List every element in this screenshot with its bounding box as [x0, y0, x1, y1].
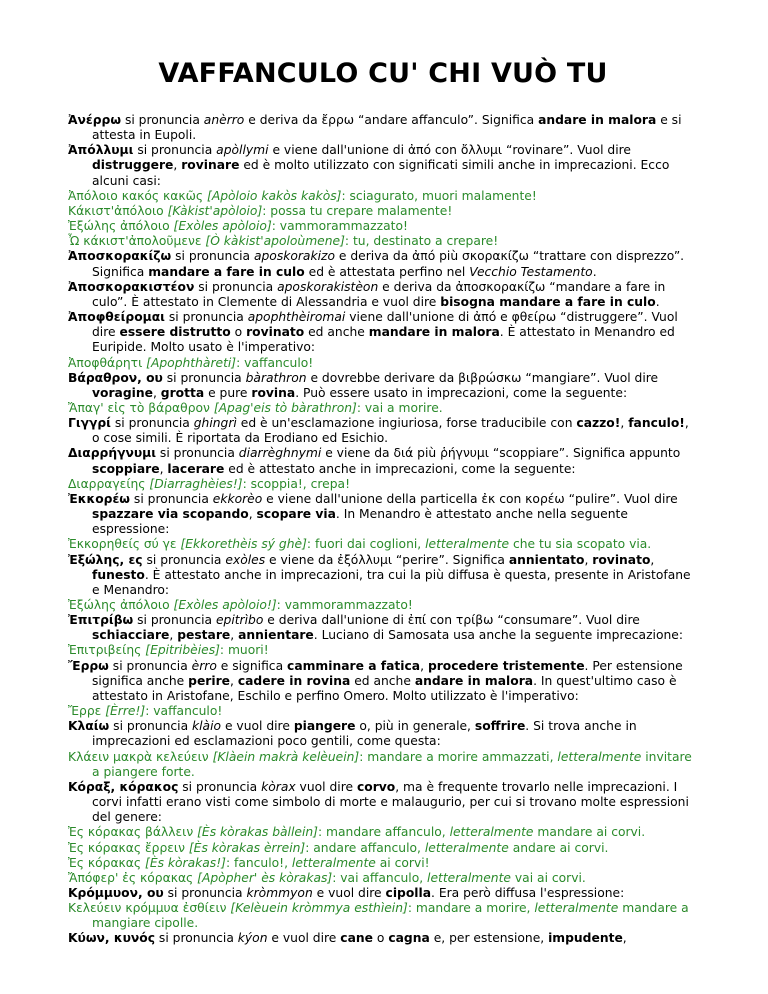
- example-phrase: [68, 704, 698, 719]
- meaning-term: rovina: [251, 385, 296, 400]
- example-phrase: [68, 204, 698, 219]
- text-segment: : andare affanculo,: [305, 840, 425, 855]
- text-segment: . Era però diffusa l'espressione:: [431, 885, 625, 900]
- text-segment: si pronuncia: [194, 279, 278, 294]
- italic-text: letteralmente: [427, 870, 511, 885]
- meaning-term: scopare via: [256, 507, 336, 522]
- entry-headword: Κλαίω: [68, 719, 110, 734]
- text-segment: Ἄπόφερ' ἐς κόρακας: [68, 870, 198, 885]
- text-segment: ed anche: [350, 673, 415, 688]
- text-segment: che tu sia scopato via.: [509, 537, 652, 552]
- italic-text: [Diarraghèies!]: [149, 476, 243, 491]
- text-segment: o: [230, 325, 247, 340]
- text-segment: Κελεύειν κρόμμυα ἐσθίειν: [68, 901, 231, 916]
- text-segment: e viene dall'unione di ἀπό con ὄλλυμι “rovinare”. Vuol dire: [268, 143, 631, 158]
- text-segment: ,: [159, 461, 168, 476]
- text-segment: si pronuncia: [156, 446, 239, 461]
- italic-text: letteralmente: [425, 537, 510, 552]
- glossary-entry: [68, 553, 698, 598]
- text-segment: Ἐξώλης ἀπόλοιο: [68, 219, 174, 234]
- example-phrase: [68, 537, 698, 552]
- meaning-term: schiacciare: [92, 628, 170, 643]
- glossary-entry: [68, 371, 698, 401]
- text-segment: ed è attestata perfino nel: [304, 264, 470, 279]
- text-segment: Ἐς κόρακας: [68, 855, 146, 870]
- entry-headword: Κρόμμυον, ου: [68, 885, 164, 900]
- glossary-entry: [68, 310, 698, 355]
- italic-text: [Klàein makrà kelèuein]: [212, 749, 360, 764]
- text-segment: vuol dire: [295, 779, 357, 794]
- entry-headword: Διαρρήγνυμι: [68, 446, 157, 461]
- italic-text: [Ò kàkist'apoloùmene]: [205, 234, 345, 249]
- meaning-term: essere distrutto: [119, 325, 231, 340]
- entry-headword: Ἀπόλλυμι: [68, 143, 134, 158]
- italic-text: Vecchio Testamento: [469, 264, 593, 279]
- italic-text: [Apophthàreti]: [146, 355, 237, 370]
- example-phrase: [68, 477, 698, 492]
- glossary-entry: [68, 719, 698, 749]
- meaning-term: mandare a fare in culo: [148, 264, 305, 279]
- text-segment: ed è un'esclamazione ingiuriosa, forse traducibile con: [236, 416, 577, 431]
- text-segment: si pronuncia: [142, 552, 226, 567]
- meaning-term: lacerare: [167, 461, 225, 476]
- text-segment: ,: [230, 628, 239, 643]
- text-segment: e significa: [216, 658, 288, 673]
- glossary-entries: [68, 113, 698, 947]
- text-segment: si pronuncia: [164, 310, 248, 325]
- meaning-term: cane: [340, 931, 373, 946]
- example-phrase: [68, 598, 698, 613]
- text-segment: : vaffanculo!: [145, 704, 223, 719]
- text-segment: viene dall'unione di ἀπό e φθείρω “distruggere”. Vuol dire: [92, 310, 678, 340]
- text-segment: . Si trova anche in imprecazioni ed esclamazioni poco gentili, come questa:: [92, 719, 637, 749]
- glossary-entry: [68, 113, 698, 143]
- example-phrase: [68, 401, 698, 416]
- entry-headword: Ἔρρω: [68, 658, 109, 673]
- entry-headword: Ἀποφθείρομαι: [68, 310, 165, 325]
- text-segment: si pronuncia: [121, 113, 204, 127]
- text-segment: : tu, destinato a crepare!: [344, 234, 499, 249]
- text-segment: o: [372, 931, 389, 946]
- text-segment: . Per estensione significa anche: [92, 658, 683, 688]
- text-segment: ed è molto utilizzato con significati simili anche in imprecazioni. Ecco alcuni casi:: [92, 158, 670, 188]
- entry-headword: Ἐπιτρίβω: [68, 613, 134, 628]
- text-segment: e viene da ἐξόλλυμι “perire”. Significa: [265, 552, 509, 567]
- italic-text: [Èrre!]: [105, 704, 146, 719]
- example-phrase: [68, 189, 698, 204]
- text-segment: : mandare a morire ammazzati,: [359, 749, 558, 764]
- text-segment: si pronuncia: [155, 931, 238, 946]
- italic-text: aposkorakizo: [253, 249, 335, 264]
- text-segment: : mandare a morire,: [407, 901, 535, 916]
- meaning-term: distruggere: [92, 158, 174, 173]
- text-segment: . In Menandro è attestato anche nella seguente espressione:: [92, 507, 628, 537]
- text-segment: ,: [229, 673, 238, 688]
- example-phrase: [68, 234, 698, 249]
- text-segment: e deriva dall'unione di ἐπί con τρίβω “consumare”. Vuol dire: [263, 613, 640, 628]
- text-segment: ,: [152, 385, 161, 400]
- text-segment: : vai affanculo,: [332, 870, 428, 885]
- text-segment: si pronuncia: [133, 143, 217, 158]
- italic-text: [Ès kòrakas èrrein]: [188, 840, 306, 855]
- text-segment: mandare ai corvi.: [533, 825, 646, 840]
- text-segment: ,: [173, 158, 182, 173]
- text-segment: , o cose simili. È riportata da Erodiano ed Esichio.: [92, 416, 689, 446]
- italic-text: [Apag'eis tò bàrathron]: [213, 400, 357, 415]
- text-segment: vai ai corvi.: [510, 870, 586, 885]
- glossary-entry: [68, 143, 698, 188]
- italic-text: exòles: [225, 552, 266, 567]
- italic-text: [Kàkist'apòloio]: [167, 203, 263, 218]
- text-segment: si pronuncia: [109, 719, 193, 734]
- text-segment: : vammorammazzato!: [276, 598, 413, 612]
- text-segment: . È attestato anche in imprecazioni, tra cui la più diffusa è questa, presente in Aristofane e Menandro:: [92, 567, 691, 597]
- italic-text: epitrìbo: [215, 613, 264, 628]
- italic-text: [Exòles apòloio!]: [173, 598, 277, 612]
- text-segment: e vuol dire: [221, 719, 294, 734]
- text-segment: si pronuncia: [108, 658, 192, 673]
- meaning-term: spazzare via scopando: [92, 507, 249, 522]
- meaning-term: soffrire: [474, 719, 526, 734]
- meaning-term: perire: [188, 673, 230, 688]
- text-segment: si pronuncia: [110, 416, 194, 431]
- italic-text: apophthèiromai: [247, 310, 346, 325]
- text-segment: : fuori dai coglioni,: [306, 537, 426, 552]
- text-segment: mandare a mangiare cipolle.: [92, 901, 689, 931]
- meaning-term: impudente: [548, 931, 623, 946]
- example-phrase: [68, 356, 698, 371]
- text-segment: e deriva da ἀποσκορακίζω “mandare a fare in culo”. È attestato in Clemente di Alessandria e vuol dire: [92, 279, 666, 309]
- italic-text: [Exòles apòloio]: [173, 219, 272, 234]
- text-segment: e deriva da ἀπό più σκορακίζω “trattare con disprezzo”. Significa: [92, 249, 685, 279]
- meaning-term: rovinato: [246, 325, 305, 340]
- italic-text: apòllymi: [216, 143, 269, 158]
- page-title: VAFFANCULO CU' CHI VUÒ TU: [158, 58, 608, 89]
- glossary-entry: [68, 780, 698, 825]
- text-segment: e deriva da ἔρρω “andare affanculo”. Significa: [244, 113, 539, 127]
- text-segment: Ἀποφθάρητι: [68, 355, 147, 370]
- meaning-term: annientare: [238, 628, 314, 643]
- text-segment: ,: [248, 507, 257, 522]
- text-segment: .: [592, 264, 597, 279]
- italic-text: [Kelèuein kròmmya esthìein]: [230, 901, 408, 916]
- example-phrase: [68, 219, 698, 234]
- text-segment: : possa tu crepare malamente!: [262, 203, 453, 218]
- text-segment: e pure: [204, 385, 252, 400]
- text-segment: . È attestato in Menandro ed Euripide. Molto usato è l'imperativo:: [92, 325, 675, 355]
- meaning-term: cipolla: [385, 885, 432, 900]
- meaning-term: corvo: [356, 779, 396, 794]
- text-segment: e si attesta in Eupoli.: [92, 113, 682, 143]
- text-segment: Ἐς κόρακας βάλλειν: [68, 825, 198, 840]
- text-segment: . Luciano di Samosata usa anche la seguente imprecazione:: [313, 628, 683, 643]
- italic-text: diarrèghnymi: [238, 446, 322, 461]
- italic-text: [Epitribèies]: [145, 643, 220, 658]
- meaning-term: procedere tristemente: [427, 658, 585, 673]
- text-segment: e viene da διά più ῥήγνυμι “scoppiare”. Significa appunto: [321, 446, 681, 461]
- italic-text: [Apòpher' ès kòrakas]: [197, 870, 333, 885]
- entry-headword: Ἐξώλης, ες: [68, 552, 143, 567]
- entry-headword: Βάραθρον, ου: [68, 370, 163, 385]
- example-phrase: [68, 643, 698, 658]
- glossary-entry: [68, 613, 698, 643]
- text-segment: ,: [622, 931, 627, 946]
- text-segment: si pronuncia: [162, 370, 246, 385]
- text-segment: . Può essere usato in imprecazioni, come la seguente:: [295, 385, 628, 400]
- italic-text: letteralmente: [534, 901, 619, 916]
- italic-text: ekkorèo: [212, 491, 263, 506]
- meaning-term: cadere in rovina: [237, 673, 351, 688]
- text-segment: Ἐξώλης ἀπόλοιο: [68, 598, 174, 612]
- italic-text: [Ekkorethèis sý ghè]: [180, 537, 307, 552]
- text-segment: Κλάειν μακρὰ κελεύειν: [68, 749, 213, 764]
- meaning-term: pestare: [177, 628, 231, 643]
- text-segment: ,: [169, 628, 178, 643]
- text-segment: Διαρραγείης: [68, 476, 150, 491]
- text-segment: invitare a piangere forte.: [92, 749, 692, 779]
- entry-headword: Ἀποσκορακίζω: [68, 249, 172, 264]
- italic-text: [Ès kòrakas bàllein]: [197, 825, 318, 840]
- glossary-entry: [68, 280, 698, 310]
- text-segment: : vaffanculo!: [236, 355, 314, 370]
- italic-text: kòrax: [261, 779, 296, 794]
- text-segment: , ma è frequente trovarlo nelle imprecazioni. I corvi infatti erano visti come simbolo di morte e malaugurio, per cui si trovano molte espressioni del genere:: [92, 779, 689, 825]
- text-segment: si pronuncia: [130, 491, 213, 506]
- meaning-term: funesto: [92, 567, 145, 582]
- meaning-term: voragine: [92, 385, 153, 400]
- text-segment: : scoppia!, crepa!: [242, 476, 350, 491]
- text-segment: .: [655, 294, 660, 309]
- text-segment: . In quest'ultimo caso è attestato in Aristofane, Eschilo e perfino Omero. Molto utilizzato è l'imperativo:: [92, 673, 677, 703]
- text-segment: ,: [420, 658, 428, 673]
- text-segment: Ἐς κόρακας ἔρρειν: [68, 840, 189, 855]
- text-segment: Ἄπαγ' εἰς τὸ βάραθρον: [68, 400, 214, 415]
- entry-headword: Κόραξ, κόρακος: [68, 779, 179, 794]
- text-segment: ,: [584, 552, 593, 567]
- text-segment: Ὦ κάκιστ'ἀπολοῦμενε: [68, 234, 206, 249]
- example-phrase: [68, 856, 698, 871]
- text-segment: o, più in generale,: [355, 719, 475, 734]
- text-segment: : fanculo!,: [225, 855, 292, 870]
- text-segment: e vuol dire: [312, 885, 386, 900]
- text-segment: Ἐκκορηθείς σύ γε: [68, 537, 181, 552]
- italic-text: kròmmyon: [246, 885, 313, 900]
- example-phrase: [68, 750, 698, 780]
- glossary-entry: [68, 492, 698, 537]
- meaning-term: annientato: [508, 552, 585, 567]
- text-segment: si pronuncia: [133, 613, 216, 628]
- italic-text: [Ès kòrakas!]: [145, 855, 226, 870]
- text-segment: si pronuncia: [178, 779, 262, 794]
- example-phrase: [68, 841, 698, 856]
- text-segment: : mandare affanculo,: [317, 825, 450, 840]
- example-phrase: [68, 825, 698, 840]
- meaning-term: camminare a fatica: [287, 658, 421, 673]
- italic-text: letteralmente: [291, 855, 376, 870]
- italic-text: aposkorakistèon: [277, 279, 379, 294]
- italic-text: letteralmente: [557, 749, 642, 764]
- meaning-term: andare in malora: [538, 113, 657, 127]
- example-phrase: [68, 871, 698, 886]
- text-segment: Κάκιστ'ἀπόλοιο: [68, 203, 168, 218]
- text-segment: Ἐπιτριβείης: [68, 643, 146, 658]
- text-segment: e viene dall'unione della particella ἐκ con κορέω “pulire”. Vuol dire: [262, 491, 678, 506]
- italic-text: klàio: [192, 719, 222, 734]
- meaning-term: rovinato: [592, 552, 651, 567]
- text-segment: ed è attestato anche in imprecazioni, come la seguente:: [224, 461, 576, 476]
- italic-text: anèrro: [203, 113, 245, 127]
- text-segment: ed anche: [304, 325, 369, 340]
- text-segment: si pronuncia: [163, 885, 247, 900]
- text-segment: e vuol dire: [267, 931, 341, 946]
- text-segment: ,: [620, 416, 629, 431]
- italic-text: kýon: [237, 931, 268, 946]
- italic-text: letteralmente: [449, 825, 534, 840]
- entry-headword: Ἐκκορέω: [68, 491, 130, 506]
- example-phrase: [68, 901, 698, 931]
- text-segment: Ἔρρε: [68, 704, 106, 719]
- entry-headword: Ἀποσκορακιστέον: [68, 279, 195, 294]
- text-segment: : vai a morire.: [356, 400, 443, 415]
- text-segment: Ἀπόλοιο κακός κακῶς: [68, 188, 208, 203]
- text-segment: si pronuncia: [171, 249, 254, 264]
- italic-text: ghingrì: [193, 416, 237, 431]
- meaning-term: rovinare: [181, 158, 240, 173]
- glossary-entry: [68, 886, 698, 901]
- meaning-term: grotta: [160, 385, 205, 400]
- meaning-term: fanculo!: [628, 416, 685, 431]
- italic-text: [Apòloio kakòs kakòs]: [207, 188, 342, 203]
- entry-headword: Γιγγρί: [68, 416, 111, 431]
- text-segment: : vammorammazzato!: [271, 219, 408, 234]
- text-segment: : sciagurato, muori malamente!: [341, 188, 537, 203]
- text-segment: e dovrebbe derivare da βιβρώσκω “mangiare”. Vuol dire: [306, 370, 659, 385]
- glossary-entry: [68, 249, 698, 279]
- meaning-term: bisogna mandare a fare in culo: [440, 294, 656, 309]
- glossary-entry: [68, 931, 698, 946]
- italic-text: bàrathron: [245, 370, 307, 385]
- meaning-term: mandare in malora: [368, 325, 500, 340]
- italic-text: letteralmente: [424, 840, 509, 855]
- italic-text: èrro: [191, 658, 217, 673]
- text-segment: andare ai corvi.: [508, 840, 609, 855]
- meaning-term: piangere: [293, 719, 356, 734]
- text-segment: : muori!: [219, 643, 269, 658]
- meaning-term: cagna: [388, 931, 430, 946]
- glossary-entry: [68, 659, 698, 704]
- entry-headword: Ἀνέρρω: [68, 113, 122, 127]
- entry-headword: Κύων, κυνός: [68, 931, 156, 946]
- text-segment: e, per estensione,: [429, 931, 549, 946]
- glossary-entry: [68, 416, 698, 446]
- glossary-entry: [68, 446, 698, 476]
- meaning-term: scoppiare: [92, 461, 160, 476]
- meaning-term: cazzo!: [576, 416, 621, 431]
- meaning-term: andare in malora: [414, 673, 534, 688]
- text-segment: ai corvi!: [375, 855, 430, 870]
- text-segment: ,: [650, 552, 655, 567]
